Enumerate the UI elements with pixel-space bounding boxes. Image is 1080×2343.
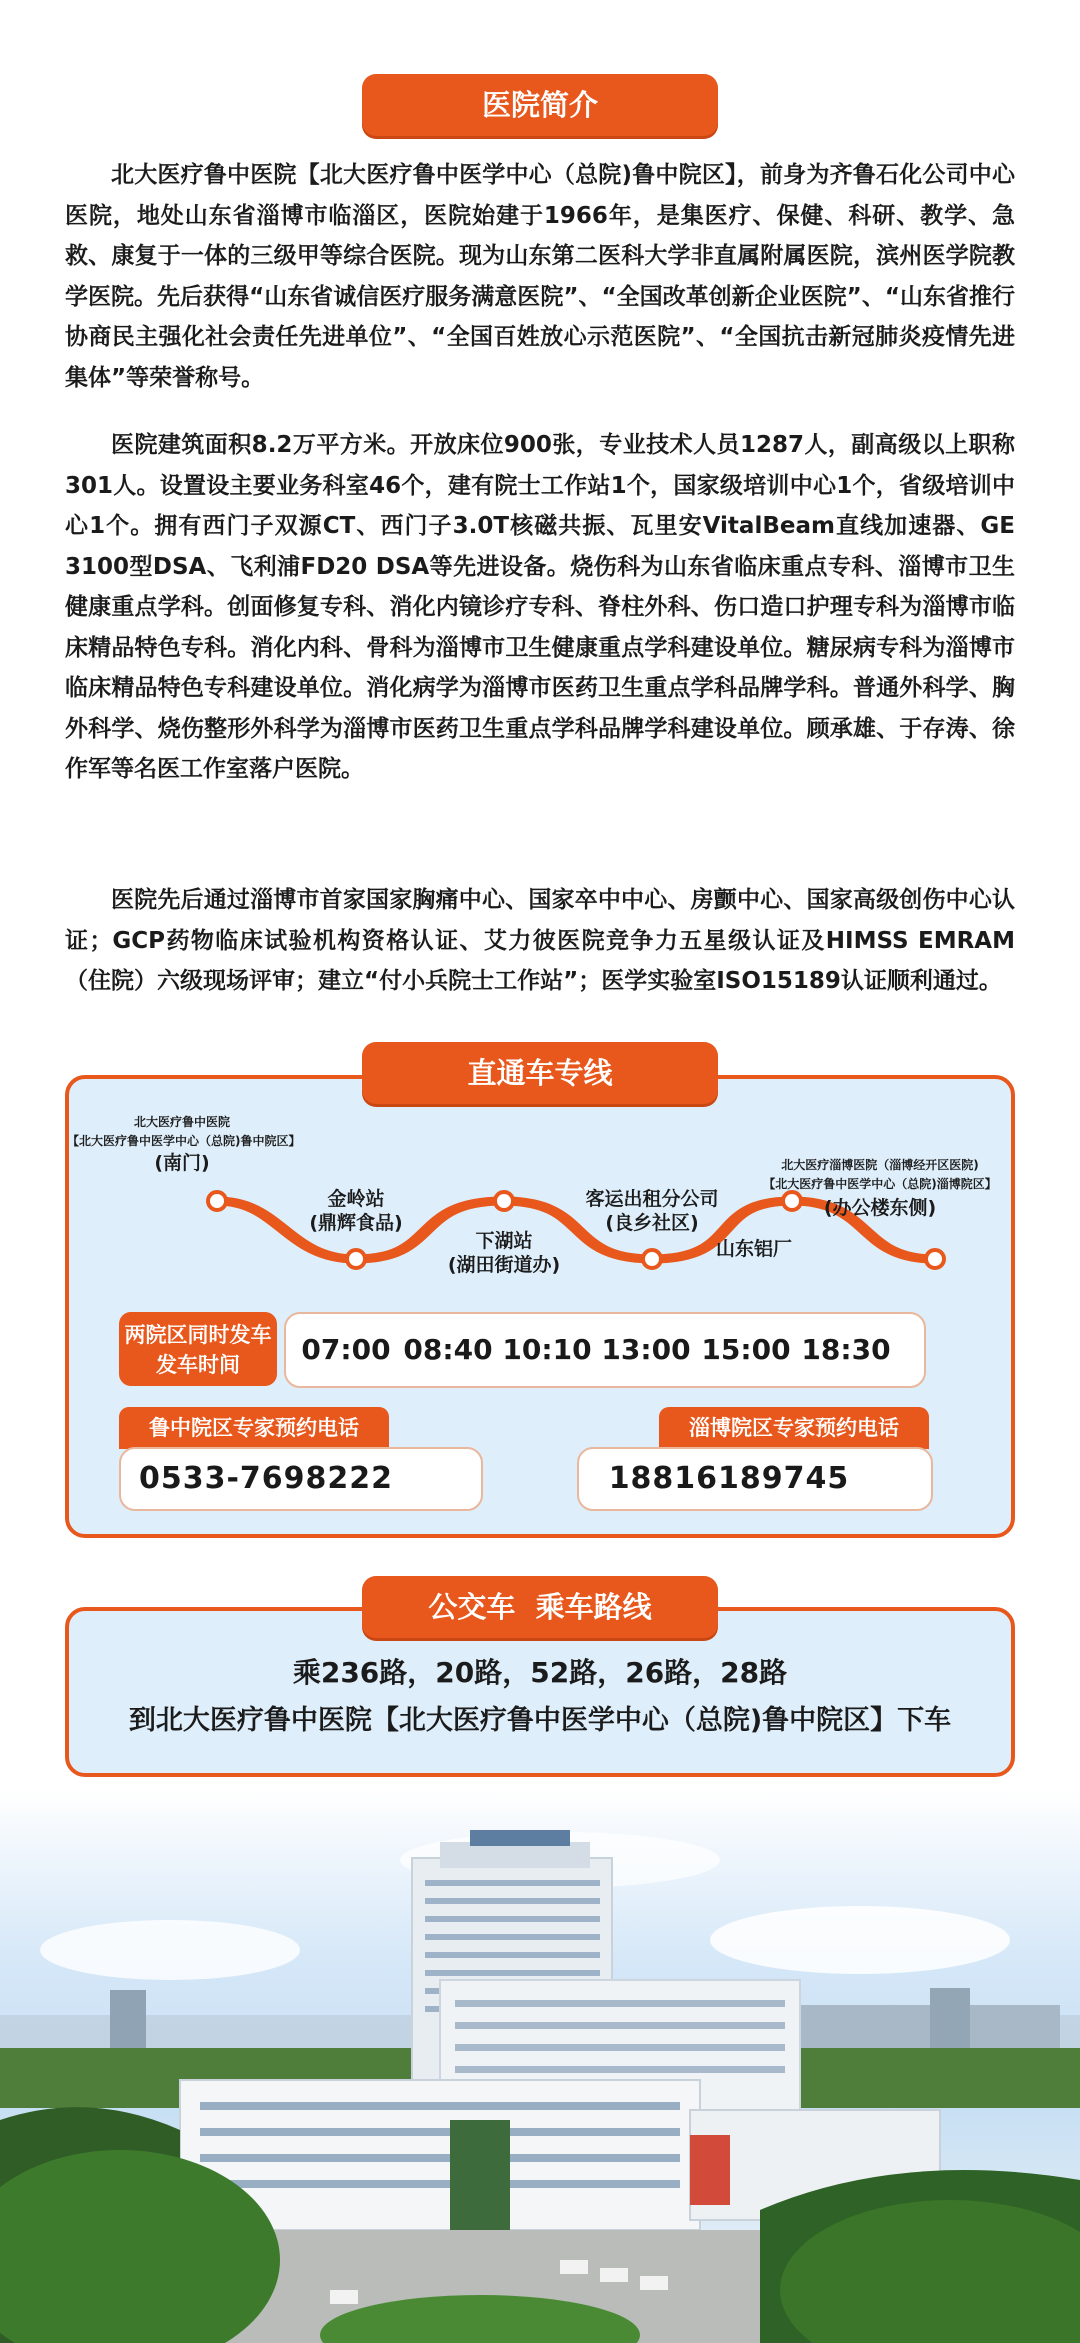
bus-destination: 到北大医疗鲁中医院【北大医疗鲁中医学中心（总院)鲁中院区】下车 xyxy=(128,1705,952,1736)
stop-marker-end xyxy=(926,1250,944,1268)
stop-marker-start xyxy=(208,1192,226,1210)
shuttle-panel xyxy=(65,1075,1015,1538)
luzhong-phone-box[interactable] xyxy=(119,1447,483,1511)
end-gate: (办公楼东侧) xyxy=(823,1197,937,1219)
bus-heading xyxy=(362,1576,718,1638)
start-gate: (南门) xyxy=(154,1152,210,1174)
start-name: 北大医疗鲁中医院 xyxy=(133,1115,230,1129)
time-5: 18:30 xyxy=(801,1333,891,1366)
time-3: 13:00 xyxy=(601,1333,691,1366)
bus-routes: 乘236路，20路，52路，26路，28路 xyxy=(292,1656,788,1689)
stop-lvchang-label: 山东铝厂 xyxy=(715,1238,792,1260)
time-1: 08:40 xyxy=(403,1333,493,1366)
hospital-photo xyxy=(0,1790,1080,2343)
stop-marker-jinling xyxy=(347,1250,365,1268)
intro-paragraph-2: 医院建筑面积8.2万平方米。开放床位900张，专业技术人员1287人，副高级以上职称301人。设置设主要业务科室46个，建有院士工作站1个，国家级培训中心1个，省级培训中心1个。拥有西门子双源CT、西门子3.0T核磁共振、瓦里安VitalBeam直线加速器、GE 3100型DSA、飞利浦FD20 DSA等先进设备。烧伤科为山东省临床重点专科、淄博市卫生健康重点学科。创面修复专科、消化内镜诊疗专科、脊柱外科、伤口造口护理专科为淄博市临床精品特色专科。消化内科、骨科为淄博市卫生健康重点学科建设单位。糖尿病专科为淄博市临床精品特色专科建设单位。消化病学为淄博市医药卫生重点学科品牌学科。普通外科学、胸外科学、烧伤整形外科学为淄博市医药卫生重点学科品牌学科建设单位。顾承雄、于存涛、徐作军等名医工作室落户医院。 xyxy=(65,432,1015,782)
luzhong-phone-label: 鲁中院区专家预约电话 xyxy=(119,1407,389,1449)
depart-label: 两院区同时发车 发车时间 xyxy=(119,1312,277,1386)
end-campus: 【北大医疗鲁中医学中心（总院)淄博院区】 xyxy=(763,1177,997,1191)
intro-heading xyxy=(362,74,718,136)
shuttle-heading-text: 直通车专线 xyxy=(467,1056,613,1090)
zibo-phone-label: 淄博院区专家预约电话 xyxy=(659,1407,929,1449)
route-end-label xyxy=(749,1156,1011,1220)
stop-jinling-label: 金岭站 (鼎辉食品) xyxy=(309,1188,403,1234)
zibo-phone-number[interactable]: 18816189745 xyxy=(608,1461,850,1496)
times-box xyxy=(284,1312,926,1388)
stop-marker-keyun xyxy=(643,1250,661,1268)
shuttle-heading xyxy=(362,1042,718,1104)
time-4: 15:00 xyxy=(701,1333,791,1366)
start-campus: 【北大医疗鲁中医学中心（总院)鲁中院区】 xyxy=(67,1134,301,1148)
intro-paragraph-1: 北大医疗鲁中医院【北大医疗鲁中医学中心（总院)鲁中院区】，前身为齐鲁石化公司中心医院，地处山东省淄博市临淄区，医院始建于1966年，是集医疗、保健、科研、教学、急救、康复于一体的三级甲等综合医院。现为山东第二医科大学非直属附属医院，滨州医学院教学医院。先后获得“山东省诚信医疗服务满意医院”、“全国改革创新企业医院”、“山东省推行协商民主强化社会责任先进单位”、“全国百姓放心示范医院”、“全国抗击新冠肺炎疫情先进集体”等荣誉称号。 xyxy=(65,162,1015,391)
time-2: 10:10 xyxy=(502,1333,592,1366)
zibo-phone-box[interactable] xyxy=(577,1447,933,1511)
time-0: 07:00 xyxy=(301,1333,391,1366)
end-name: 北大医疗淄博医院（淄博经开区医院) xyxy=(781,1158,979,1172)
luzhong-phone-number[interactable]: 0533-7698222 xyxy=(138,1461,394,1496)
intro-paragraph-3: 医院先后通过淄博市首家国家胸痛中心、国家卒中中心、房颤中心、国家高级创伤中心认证；GCP药物临床试验机构资格认证、艾力彼医院竞争力五星级认证及HIMSS EMRAM（住院）六级现场评审；建立“付小兵院士工作站”；医学实验室ISO15189认证顺利通过。 xyxy=(65,887,1015,994)
stop-keyun-label: 客运出租分公司 (良乡社区) xyxy=(585,1188,719,1234)
bus-heading-text: 公交车 乘车路线 xyxy=(428,1590,652,1624)
stop-marker-xiahu xyxy=(495,1192,513,1210)
route-start-label xyxy=(67,1113,301,1175)
stop-xiahu-label: 下湖站 (湖田街道办) xyxy=(447,1230,561,1276)
hospital-illustration xyxy=(0,1790,1080,2343)
intro-heading-text: 医院简介 xyxy=(481,88,598,122)
